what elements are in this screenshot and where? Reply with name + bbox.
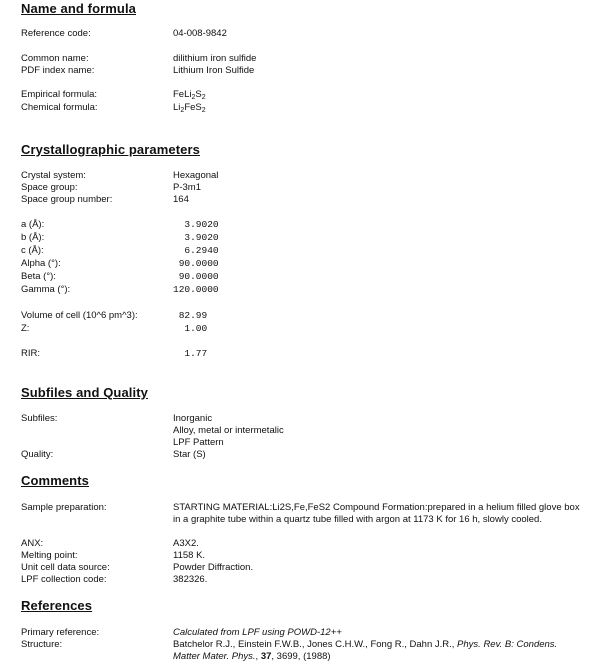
- subfile-item: Inorganic: [173, 413, 213, 424]
- reference-code-value: 04-008-9842: [173, 28, 227, 39]
- row-melting-point: [0, 550, 600, 562]
- unit-cell-source-value: Powder Diffraction.: [173, 562, 254, 573]
- sample-preparation-label: Sample preparation:: [21, 502, 107, 513]
- alpha-label: Alpha (°):: [21, 258, 61, 269]
- space-group-label: Space group:: [21, 182, 78, 193]
- space-group-number-value: 164: [173, 194, 189, 205]
- row-subfile-2: [0, 425, 600, 437]
- row-c: [0, 245, 600, 257]
- rir-value: 1.77: [173, 348, 208, 359]
- c-label: c (Å):: [21, 245, 44, 256]
- row-z: [0, 323, 600, 335]
- row-empirical-formula: [0, 89, 600, 101]
- row-gamma: [0, 284, 600, 296]
- row-pdf-index: [0, 65, 600, 77]
- b-value: 3.9020: [173, 232, 219, 243]
- volume-label: Volume of cell (10^6 pm^3):: [21, 310, 138, 321]
- section-heading-crystallographic: Crystallographic parameters: [21, 142, 200, 157]
- pdf-index-value: Lithium Iron Sulfide: [173, 65, 255, 76]
- pdf-index-label: PDF index name:: [21, 65, 95, 76]
- row-lpf-code: [0, 574, 600, 586]
- row-primary-reference: [0, 627, 600, 639]
- section-heading-references: References: [21, 598, 93, 613]
- z-value: 1.00: [173, 323, 208, 334]
- unit-cell-source-label: Unit cell data source:: [21, 562, 110, 573]
- chemical-formula-value: $Li_2FeS_2$: [173, 102, 206, 114]
- row-unit-cell-source: [0, 562, 600, 574]
- alpha-value: 90.0000: [173, 258, 219, 269]
- section-heading-subfiles: Subfiles and Quality: [21, 385, 148, 400]
- primary-reference-value: Calculated from LPF using POWD-12++: [173, 627, 342, 638]
- beta-value: 90.0000: [173, 271, 219, 282]
- beta-label: Beta (°):: [21, 271, 56, 282]
- row-volume: [0, 310, 600, 322]
- section-heading-comments: Comments: [21, 473, 89, 488]
- row-space-group-number: [0, 194, 600, 206]
- row-crystal-system: [0, 170, 600, 182]
- rir-label: RIR:: [21, 348, 40, 359]
- row-beta: [0, 271, 600, 283]
- row-subfiles: [0, 413, 600, 425]
- subfiles-label: Subfiles:: [21, 413, 58, 424]
- common-name-label: Common name:: [21, 53, 89, 64]
- quality-value: Star (S): [173, 449, 206, 460]
- row-reference-code: [0, 28, 600, 40]
- section-heading-name-formula: Name and formula: [21, 1, 137, 16]
- structure-label: Structure:: [21, 639, 63, 650]
- primary-reference-label: Primary reference:: [21, 627, 100, 638]
- reference-code-label: Reference code:: [21, 28, 91, 39]
- quality-label: Quality:: [21, 449, 54, 460]
- lpf-code-label: LPF collection code:: [21, 574, 107, 585]
- z-label: Z:: [21, 323, 30, 334]
- space-group-value: P-3m1: [173, 182, 201, 193]
- subfile-item: Alloy, metal or intermetalic: [173, 425, 284, 436]
- row-anx: [0, 538, 600, 550]
- row-subfile-3: [0, 437, 600, 449]
- empirical-formula-value: $FeLi_2S_2$: [173, 89, 206, 101]
- row-a: [0, 219, 600, 231]
- empirical-formula-label: Empirical formula:: [21, 89, 98, 100]
- a-value: 3.9020: [173, 219, 219, 230]
- sample-preparation-value: STARTING MATERIAL:Li2S,Fe,FeS2 Compound Formation:prepared in a helium filled glove box in a graphite tube within a quartz tube filled with argon at 1173 K for 16 h, slowly cooled.: [173, 502, 580, 525]
- space-group-number-label: Space group number:: [21, 194, 113, 205]
- row-space-group: [0, 182, 600, 194]
- chemical-formula-label: Chemical formula:: [21, 102, 98, 113]
- gamma-label: Gamma (°):: [21, 284, 71, 295]
- b-label: b (Å):: [21, 232, 45, 243]
- row-chemical-formula: [0, 102, 600, 114]
- subfile-item: LPF Pattern: [173, 437, 224, 448]
- common-name-value: dilithium iron sulfide: [173, 53, 257, 64]
- crystal-system-label: Crystal system:: [21, 170, 86, 181]
- row-quality: [0, 449, 600, 461]
- melting-point-value: 1158 K.: [173, 550, 206, 561]
- lpf-code-value: 382326.: [173, 574, 208, 585]
- row-common-name: [0, 53, 600, 65]
- row-rir: [0, 348, 600, 360]
- c-value: 6.2940: [173, 245, 219, 256]
- row-alpha: [0, 258, 600, 270]
- volume-value: 82.99: [173, 310, 208, 321]
- anx-label: ANX:: [21, 538, 44, 549]
- anx-value: A3X2.: [173, 538, 199, 549]
- row-b: [0, 232, 600, 244]
- melting-point-label: Melting point:: [21, 550, 78, 561]
- a-label: a (Å):: [21, 219, 45, 230]
- gamma-value: 120.0000: [173, 284, 219, 295]
- structure-reference-value: Batchelor R.J., Einstein F.W.B., Jones C.H.W., Fong R., Dahn J.R., Phys. Rev. B: Condens. Matter Mater. Phys., 37, 3699, (1988): [173, 639, 558, 662]
- crystal-system-value: Hexagonal: [173, 170, 219, 181]
